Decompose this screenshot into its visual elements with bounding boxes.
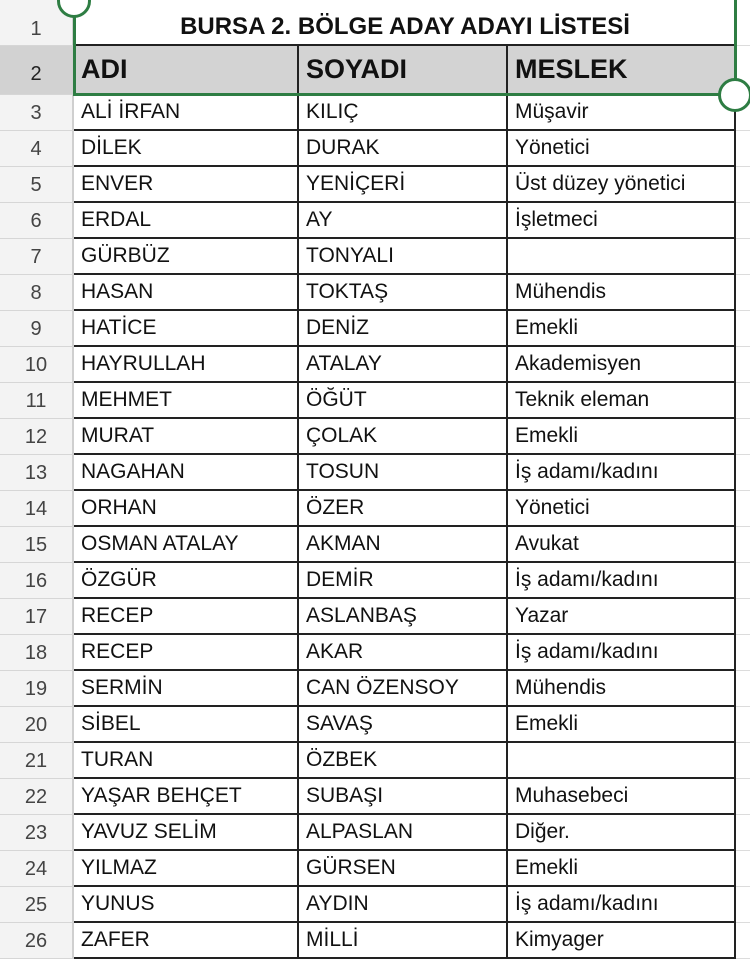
cell-meslek[interactable]: İş adamı/kadını [508,563,736,599]
row-number[interactable]: 26 [0,923,74,959]
cell-soyadi[interactable]: ÖZBEK [299,743,508,779]
cell-soyadi[interactable]: AKMAN [299,527,508,563]
table-row [0,347,750,383]
table-row [0,419,750,455]
cell-adi[interactable]: SERMİN [74,671,299,707]
grid-extension [736,0,750,46]
column-header-adi[interactable]: ADI [74,46,299,95]
grid-extension [736,527,750,563]
grid-extension [736,311,750,347]
header-row [0,46,750,95]
table-row [0,167,750,203]
cell-adi[interactable]: ÖZGÜR [74,563,299,599]
row-number[interactable]: 9 [0,311,74,347]
row-number[interactable]: 2 [0,46,74,95]
cell-soyadi[interactable]: DURAK [299,131,508,167]
cell-adi[interactable]: HASAN [74,275,299,311]
grid-extension [736,347,750,383]
table-row [0,563,750,599]
row-number[interactable]: 6 [0,203,74,239]
cell-adi[interactable]: HAYRULLAH [74,347,299,383]
cell-soyadi[interactable]: TOSUN [299,455,508,491]
table-row [0,635,750,671]
grid-extension [736,671,750,707]
row-number[interactable]: 19 [0,671,74,707]
cell-adi[interactable]: NAGAHAN [74,455,299,491]
row-number[interactable]: 22 [0,779,74,815]
cell-meslek[interactable]: İş adamı/kadını [508,635,736,671]
cell-meslek[interactable]: Emekli [508,707,736,743]
grid-extension [736,203,750,239]
cell-soyadi[interactable]: SUBAŞI [299,779,508,815]
grid-extension [736,635,750,671]
cell-soyadi[interactable]: DENİZ [299,311,508,347]
row-number[interactable]: 25 [0,887,74,923]
cell-adi[interactable]: ENVER [74,167,299,203]
grid-extension [736,167,750,203]
table-row [0,239,750,275]
row-number[interactable]: 4 [0,131,74,167]
row-number[interactable]: 24 [0,851,74,887]
row-number[interactable]: 14 [0,491,74,527]
cell-meslek[interactable]: Yönetici [508,491,736,527]
cell-adi[interactable]: TURAN [74,743,299,779]
sheet-title-cell[interactable]: BURSA 2. BÖLGE ADAY ADAYI LİSTESİ [74,0,736,46]
table-row [0,671,750,707]
cell-meslek[interactable]: Emekli [508,419,736,455]
row-number[interactable]: 7 [0,239,74,275]
cell-soyadi[interactable]: CAN ÖZENSOY [299,671,508,707]
table-row [0,707,750,743]
cell-meslek[interactable]: Emekli [508,311,736,347]
row-number[interactable]: 8 [0,275,74,311]
grid-extension [736,815,750,851]
table-row [0,527,750,563]
grid-extension [736,383,750,419]
cell-soyadi[interactable]: ÇOLAK [299,419,508,455]
table-row [0,311,750,347]
cell-adi[interactable]: ALİ İRFAN [74,95,299,131]
grid-extension [736,131,750,167]
grid-extension [736,887,750,923]
cell-soyadi[interactable]: TOKTAŞ [299,275,508,311]
grid-extension [736,779,750,815]
cell-adi[interactable]: YILMAZ [74,851,299,887]
row-number[interactable]: 23 [0,815,74,851]
cell-soyadi[interactable]: GÜRSEN [299,851,508,887]
cell-meslek[interactable]: Teknik eleman [508,383,736,419]
table-row [0,599,750,635]
table-row [0,131,750,167]
table-row [0,203,750,239]
cell-adi[interactable]: RECEP [74,635,299,671]
table-row [0,743,750,779]
cell-soyadi[interactable]: DEMİR [299,563,508,599]
cell-soyadi[interactable]: TONYALI [299,239,508,275]
cell-adi[interactable]: ERDAL [74,203,299,239]
cell-adi[interactable]: DİLEK [74,131,299,167]
cell-soyadi[interactable]: ATALAY [299,347,508,383]
row-number[interactable]: 3 [0,95,74,131]
row-number[interactable]: 11 [0,383,74,419]
row-number[interactable]: 17 [0,599,74,635]
column-header-soyadi[interactable]: SOYADI [299,46,508,95]
cell-soyadi[interactable]: AYDIN [299,887,508,923]
cell-adi[interactable]: RECEP [74,599,299,635]
row-number[interactable]: 5 [0,167,74,203]
row-number[interactable]: 10 [0,347,74,383]
cell-meslek[interactable]: Emekli [508,851,736,887]
grid-extension [736,599,750,635]
table-row [0,383,750,419]
cell-meslek[interactable]: Üst düzey yönetici [508,167,736,203]
title-row [0,0,750,46]
cell-soyadi[interactable]: ÖZER [299,491,508,527]
row-number[interactable]: 21 [0,743,74,779]
row-number[interactable]: 13 [0,455,74,491]
cell-soyadi[interactable]: KILIÇ [299,95,508,131]
table-row [0,887,750,923]
cell-meslek[interactable]: Avukat [508,527,736,563]
cell-adi[interactable]: YAŞAR BEHÇET [74,779,299,815]
cell-soyadi[interactable]: AKAR [299,635,508,671]
table-row [0,851,750,887]
grid-extension [736,419,750,455]
cell-soyadi[interactable]: SAVAŞ [299,707,508,743]
table-row [0,923,750,959]
table-row [0,815,750,851]
cell-meslek[interactable]: İşletmeci [508,203,736,239]
cell-meslek[interactable]: İş adamı/kadını [508,455,736,491]
cell-soyadi[interactable]: ASLANBAŞ [299,599,508,635]
table-row [0,455,750,491]
cell-soyadi[interactable]: MİLLİ [299,923,508,959]
table-row [0,779,750,815]
grid-extension [736,851,750,887]
cell-meslek[interactable] [508,743,736,779]
cell-adi[interactable]: MURAT [74,419,299,455]
cell-meslek[interactable]: Muhasebeci [508,779,736,815]
grid-extension [736,707,750,743]
cell-meslek[interactable]: Mühendis [508,671,736,707]
table-row [0,275,750,311]
cell-meslek[interactable]: Yönetici [508,131,736,167]
table-row [0,95,750,131]
cell-adi[interactable]: ORHAN [74,491,299,527]
grid-extension [736,455,750,491]
cell-meslek[interactable]: Mühendis [508,275,736,311]
grid-extension [736,923,750,959]
grid-extension [736,743,750,779]
cell-adi[interactable]: HATİCE [74,311,299,347]
cell-adi[interactable]: ZAFER [74,923,299,959]
cell-adi[interactable]: OSMAN ATALAY [74,527,299,563]
cell-soyadi[interactable]: YENİÇERİ [299,167,508,203]
cell-adi[interactable]: MEHMET [74,383,299,419]
row-number[interactable]: 1 [0,0,74,46]
cell-adi[interactable]: SİBEL [74,707,299,743]
grid-extension [736,239,750,275]
cell-adi[interactable]: YAVUZ SELİM [74,815,299,851]
row-number[interactable]: 16 [0,563,74,599]
cell-meslek[interactable]: Akademisyen [508,347,736,383]
grid-extension [736,563,750,599]
row-number[interactable]: 18 [0,635,74,671]
row-number[interactable]: 12 [0,419,74,455]
cell-meslek[interactable]: Kimyager [508,923,736,959]
row-number[interactable]: 20 [0,707,74,743]
cell-meslek[interactable]: Diğer. [508,815,736,851]
column-header-meslek[interactable]: MESLEK [508,46,736,95]
cell-soyadi[interactable]: ÖĞÜT [299,383,508,419]
row-number[interactable]: 15 [0,527,74,563]
cell-adi[interactable]: YUNUS [74,887,299,923]
grid-extension [736,491,750,527]
cell-soyadi[interactable]: AY [299,203,508,239]
cell-meslek[interactable] [508,239,736,275]
cell-meslek[interactable]: Müşavir [508,95,736,131]
selection-handle-bottom-right[interactable] [718,78,750,112]
table-row [0,491,750,527]
cell-meslek[interactable]: İş adamı/kadını [508,887,736,923]
cell-meslek[interactable]: Yazar [508,599,736,635]
cell-adi[interactable]: GÜRBÜZ [74,239,299,275]
grid-extension [736,275,750,311]
cell-soyadi[interactable]: ALPASLAN [299,815,508,851]
